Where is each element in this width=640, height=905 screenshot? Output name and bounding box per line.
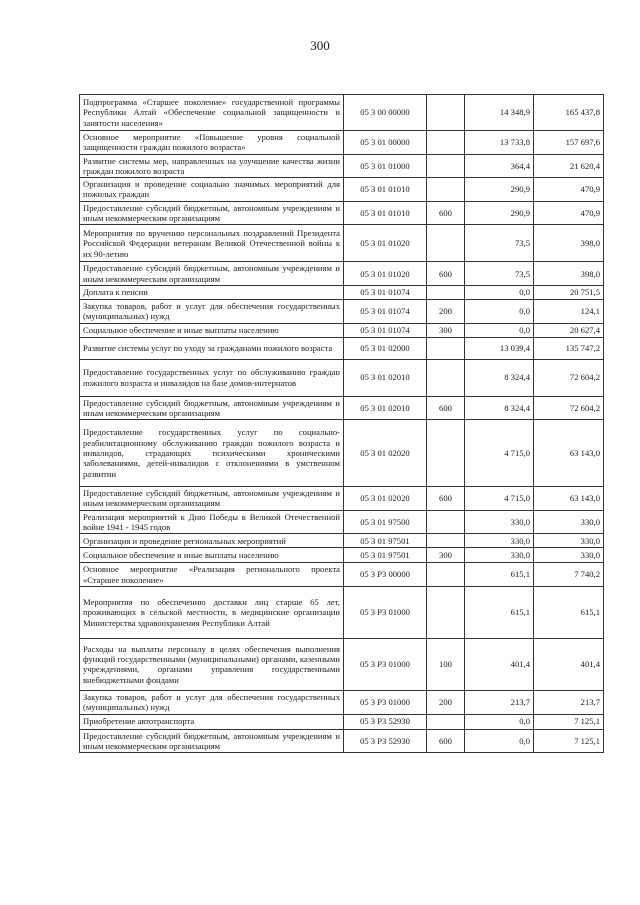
expense-type-cell — [427, 285, 465, 299]
amount-2-cell: 470,9 — [534, 178, 604, 202]
target-code-cell: 05 3 00 00000 — [344, 95, 427, 131]
expense-type-cell — [427, 178, 465, 202]
row-name-cell: Предоставление государственных услуг по обслуживанию граждан пожилого возраста и инвалидов на базе домов-интернатов — [80, 359, 344, 396]
amount-1-cell: 13 733,8 — [465, 131, 534, 155]
amount-1-cell: 4 715,0 — [465, 420, 534, 487]
row-name-cell: Предоставление субсидий бюджетным, автономным учреждениям и иным некоммерческим организациям — [80, 396, 344, 420]
table-row — [80, 420, 604, 487]
table-row — [80, 154, 604, 178]
amount-2-cell: 398,0 — [534, 225, 604, 262]
table-row — [80, 201, 604, 225]
amount-1-cell: 0,0 — [465, 323, 534, 337]
amount-2-cell: 330,0 — [534, 534, 604, 548]
amount-1-cell: 330,0 — [465, 534, 534, 548]
target-code-cell: 05 3 01 02000 — [344, 337, 427, 359]
target-code-cell: 05 3 P3 01000 — [344, 638, 427, 690]
amount-2-cell: 7 125,1 — [534, 729, 604, 753]
amount-1-cell: 364,4 — [465, 154, 534, 178]
row-name-cell: Реализация мероприятий к Дню Победы в Великой Отечественной войне 1941 - 1945 годов — [80, 510, 344, 534]
expense-type-cell: 600 — [427, 729, 465, 753]
row-name-cell: Основное мероприятие «Реализация регионального проекта «Старшее поколение» — [80, 563, 344, 587]
table-row — [80, 178, 604, 202]
amount-2-cell: 20 751,5 — [534, 285, 604, 299]
expense-type-cell — [427, 131, 465, 155]
target-code-cell: 05 3 01 00000 — [344, 131, 427, 155]
row-name-cell: Организация и проведение региональных мероприятий — [80, 534, 344, 548]
table-row — [80, 337, 604, 359]
target-code-cell: 05 3 01 01020 — [344, 225, 427, 262]
table-row — [80, 487, 604, 511]
target-code-cell: 05 3 01 01074 — [344, 323, 427, 337]
table-row — [80, 729, 604, 753]
target-code-cell: 05 3 P3 00000 — [344, 563, 427, 587]
row-name-cell: Предоставление субсидий бюджетным, автономным учреждениям и иным некоммерческим организациям — [80, 487, 344, 511]
amount-2-cell: 124,1 — [534, 299, 604, 323]
table-row — [80, 563, 604, 587]
expense-type-cell: 200 — [427, 690, 465, 714]
amount-2-cell: 72 604,2 — [534, 359, 604, 396]
table-row — [80, 95, 604, 131]
row-name-cell: Основное мероприятие «Повышение уровня социальной защищенности граждан пожилого возраста» — [80, 131, 344, 155]
target-code-cell: 05 3 P3 52930 — [344, 729, 427, 753]
expense-type-cell: 200 — [427, 299, 465, 323]
amount-2-cell: 615,1 — [534, 586, 604, 638]
expense-type-cell — [427, 563, 465, 587]
row-name-cell: Предоставление государственных услуг по социально-реабилитационному обслуживанию граждан пожилого возраста и инвалидов, страдающих психическими хроническими заболеваниями, детей-инвалидов с отклонениями в умственном развитии — [80, 420, 344, 487]
amount-2-cell: 20 627,4 — [534, 323, 604, 337]
table-row — [80, 131, 604, 155]
target-code-cell: 05 3 01 01074 — [344, 299, 427, 323]
expense-type-cell — [427, 337, 465, 359]
target-code-cell: 05 3 P3 01000 — [344, 586, 427, 638]
row-name-cell: Расходы на выплаты персоналу в целях обеспечения выполнения функций государственными (муниципальными) органами, казенными учреждениями, органами управления государственными внебюджетными фондами — [80, 638, 344, 690]
target-code-cell: 05 3 01 97501 — [344, 548, 427, 563]
amount-1-cell: 213,7 — [465, 690, 534, 714]
expense-type-cell: 300 — [427, 323, 465, 337]
target-code-cell: 05 3 01 01010 — [344, 178, 427, 202]
amount-1-cell: 330,0 — [465, 510, 534, 534]
target-code-cell: 05 3 01 01000 — [344, 154, 427, 178]
row-name-cell: Социальное обеспечение и иные выплаты населению — [80, 323, 344, 337]
target-code-cell: 05 3 01 01020 — [344, 262, 427, 286]
budget-table — [79, 94, 604, 753]
row-name-cell: Приобретение автотранспорта — [80, 714, 344, 729]
amount-2-cell: 401,4 — [534, 638, 604, 690]
expense-type-cell — [427, 154, 465, 178]
amount-1-cell: 13 039,4 — [465, 337, 534, 359]
row-name-cell: Подпрограмма «Старшее поколение» государственной программы Республики Алтай «Обеспечение социальной защищенности и занятости населения» — [80, 95, 344, 131]
table-row — [80, 225, 604, 262]
expense-type-cell — [427, 225, 465, 262]
amount-2-cell: 330,0 — [534, 510, 604, 534]
target-code-cell: 05 3 P3 52930 — [344, 714, 427, 729]
amount-1-cell: 4 715,0 — [465, 487, 534, 511]
table-row — [80, 359, 604, 396]
amount-2-cell: 330,0 — [534, 548, 604, 563]
table-row — [80, 586, 604, 638]
amount-1-cell: 330,0 — [465, 548, 534, 563]
amount-1-cell: 14 348,9 — [465, 95, 534, 131]
target-code-cell: 05 3 01 02020 — [344, 487, 427, 511]
amount-2-cell: 21 620,4 — [534, 154, 604, 178]
table-row — [80, 510, 604, 534]
expense-type-cell: 600 — [427, 396, 465, 420]
expense-type-cell — [427, 420, 465, 487]
amount-1-cell: 290,9 — [465, 201, 534, 225]
row-name-cell: Предоставление субсидий бюджетным, автономным учреждениям и иным некоммерческим организациям — [80, 262, 344, 286]
amount-1-cell: 290,9 — [465, 178, 534, 202]
target-code-cell: 05 3 01 01010 — [344, 201, 427, 225]
target-code-cell: 05 3 01 01074 — [344, 285, 427, 299]
amount-1-cell: 0,0 — [465, 714, 534, 729]
table-row — [80, 714, 604, 729]
amount-1-cell: 0,0 — [465, 729, 534, 753]
table-row — [80, 690, 604, 714]
row-name-cell: Организация и проведение социально значимых мероприятий для пожилых граждан — [80, 178, 344, 202]
expense-type-cell: 600 — [427, 487, 465, 511]
table-row — [80, 285, 604, 299]
amount-1-cell: 73,5 — [465, 225, 534, 262]
amount-2-cell: 157 697,6 — [534, 131, 604, 155]
amount-1-cell: 615,1 — [465, 563, 534, 587]
row-name-cell: Мероприятия по вручению персональных поздравлений Президента Российской Федерации ветеранам Великой Отечественной войны к их 90-летию — [80, 225, 344, 262]
target-code-cell: 05 3 01 97501 — [344, 534, 427, 548]
amount-1-cell: 0,0 — [465, 299, 534, 323]
amount-2-cell: 63 143,0 — [534, 487, 604, 511]
expense-type-cell: 300 — [427, 548, 465, 563]
expense-type-cell — [427, 510, 465, 534]
row-name-cell: Мероприятия по обеспечению доставки лиц старше 65 лет, проживающих в сельской местности, в медицинские организации Министерства здравоохранения Республики Алтай — [80, 586, 344, 638]
amount-1-cell: 73,5 — [465, 262, 534, 286]
amount-1-cell: 8 324,4 — [465, 359, 534, 396]
table-row — [80, 548, 604, 563]
target-code-cell: 05 3 01 02010 — [344, 359, 427, 396]
expense-type-cell: 600 — [427, 201, 465, 225]
amount-1-cell: 8 324,4 — [465, 396, 534, 420]
amount-2-cell: 470,9 — [534, 201, 604, 225]
amount-2-cell: 213,7 — [534, 690, 604, 714]
target-code-cell: 05 3 P3 01000 — [344, 690, 427, 714]
table-row — [80, 299, 604, 323]
amount-2-cell: 7 740,2 — [534, 563, 604, 587]
amount-2-cell: 63 143,0 — [534, 420, 604, 487]
table-row — [80, 638, 604, 690]
expense-type-cell — [427, 95, 465, 131]
row-name-cell: Развитие системы мер, направленных на улучшение качества жизни граждан пожилого возраста — [80, 154, 344, 178]
amount-1-cell: 615,1 — [465, 586, 534, 638]
expense-type-cell — [427, 534, 465, 548]
table-row — [80, 262, 604, 286]
table-row — [80, 534, 604, 548]
expense-type-cell: 600 — [427, 262, 465, 286]
expense-type-cell — [427, 586, 465, 638]
table-row — [80, 323, 604, 337]
amount-2-cell: 165 437,8 — [534, 95, 604, 131]
target-code-cell: 05 3 01 97500 — [344, 510, 427, 534]
expense-type-cell — [427, 359, 465, 396]
row-name-cell: Доплата к пенсии — [80, 285, 344, 299]
table-row — [80, 396, 604, 420]
page-number: 300 — [310, 38, 330, 53]
amount-2-cell: 135 747,2 — [534, 337, 604, 359]
row-name-cell: Социальное обеспечение и иные выплаты населению — [80, 548, 344, 563]
expense-type-cell: 100 — [427, 638, 465, 690]
target-code-cell: 05 3 01 02020 — [344, 420, 427, 487]
expense-type-cell — [427, 714, 465, 729]
amount-1-cell: 0,0 — [465, 285, 534, 299]
row-name-cell: Предоставление субсидий бюджетным, автономным учреждениям и иным некоммерческим организациям — [80, 729, 344, 753]
amount-2-cell: 7 125,1 — [534, 714, 604, 729]
row-name-cell: Развитие системы услуг по уходу за гражданами пожилого возраста — [80, 337, 344, 359]
row-name-cell: Предоставление субсидий бюджетным, автономным учреждениям и иным некоммерческим организациям — [80, 201, 344, 225]
amount-2-cell: 398,0 — [534, 262, 604, 286]
amount-1-cell: 401,4 — [465, 638, 534, 690]
target-code-cell: 05 3 01 02010 — [344, 396, 427, 420]
row-name-cell: Закупка товаров, работ и услуг для обеспечения государственных (муниципальных) нужд — [80, 299, 344, 323]
amount-2-cell: 72 604,2 — [534, 396, 604, 420]
row-name-cell: Закупка товаров, работ и услуг для обеспечения государственных (муниципальных) нужд — [80, 690, 344, 714]
